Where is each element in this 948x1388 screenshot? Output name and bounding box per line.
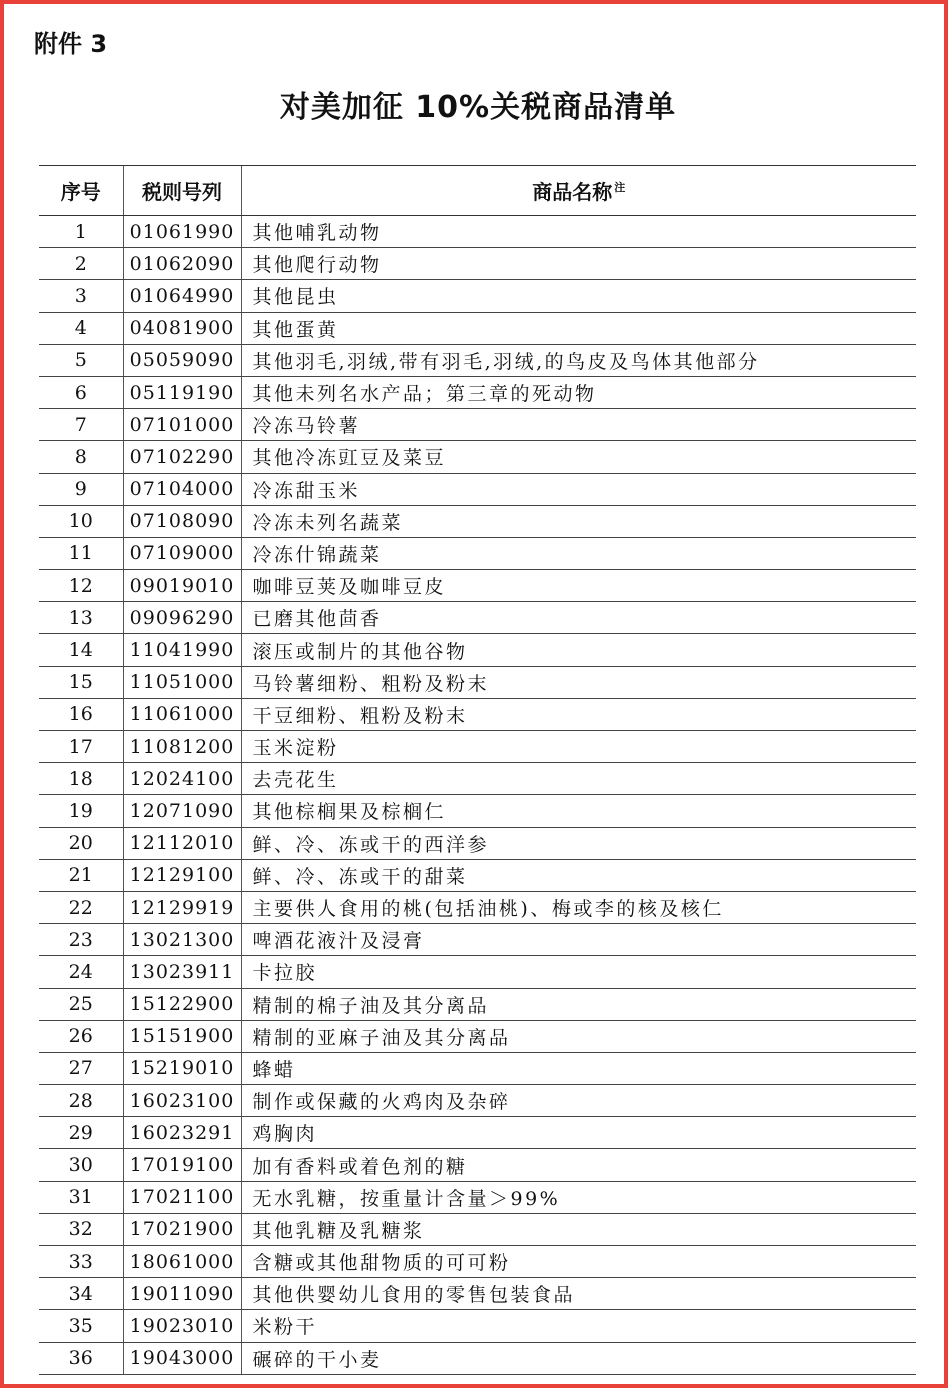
row-serial-number: 12 [39, 570, 123, 602]
row-tariff-code: 01061990 [123, 216, 241, 248]
row-serial-number: 23 [39, 924, 123, 956]
row-serial-number: 35 [39, 1310, 123, 1342]
row-serial-number: 8 [39, 441, 123, 473]
row-serial-number: 19 [39, 795, 123, 827]
row-tariff-code: 12129100 [123, 859, 241, 891]
row-tariff-code: 01064990 [123, 280, 241, 312]
row-tariff-code: 13023911 [123, 956, 241, 988]
row-product-name: 冷冻甜玉米 [241, 473, 916, 505]
table-row [39, 634, 916, 666]
row-tariff-code: 11051000 [123, 666, 241, 698]
row-tariff-code: 19011090 [123, 1278, 241, 1310]
row-tariff-code: 15219010 [123, 1052, 241, 1084]
table-row [39, 1085, 916, 1117]
table-row [39, 924, 916, 956]
row-product-name: 其他棕榈果及棕榈仁 [241, 795, 916, 827]
row-product-name: 去壳花生 [241, 763, 916, 795]
row-serial-number: 21 [39, 859, 123, 891]
table-row [39, 409, 916, 441]
row-product-name: 精制的棉子油及其分离品 [241, 988, 916, 1020]
row-product-name: 马铃薯细粉、粗粉及粉末 [241, 666, 916, 698]
row-product-name: 其他冷冻豇豆及菜豆 [241, 441, 916, 473]
row-serial-number: 16 [39, 698, 123, 730]
row-serial-number: 15 [39, 666, 123, 698]
row-tariff-code: 11041990 [123, 634, 241, 666]
row-serial-number: 36 [39, 1342, 123, 1374]
table-row [39, 763, 916, 795]
row-serial-number: 18 [39, 763, 123, 795]
row-product-name: 其他羽毛,羽绒,带有羽毛,羽绒,的鸟皮及鸟体其他部分 [241, 344, 916, 376]
row-product-name: 鲜、冷、冻或干的西洋参 [241, 827, 916, 859]
row-serial-number: 25 [39, 988, 123, 1020]
row-product-name: 鸡胸肉 [241, 1117, 916, 1149]
row-product-name: 冷冻未列名蔬菜 [241, 505, 916, 537]
row-tariff-code: 09019010 [123, 570, 241, 602]
row-serial-number: 33 [39, 1246, 123, 1278]
table-row [39, 1149, 916, 1181]
row-serial-number: 13 [39, 602, 123, 634]
row-product-name: 制作或保藏的火鸡肉及杂碎 [241, 1085, 916, 1117]
header-serial-number: 序号 [39, 166, 123, 216]
header-product-name [241, 166, 916, 216]
row-product-name: 主要供人食用的桃(包括油桃)、梅或李的核及核仁 [241, 891, 916, 923]
table-row [39, 891, 916, 923]
row-tariff-code: 17021900 [123, 1213, 241, 1245]
row-serial-number: 3 [39, 280, 123, 312]
table-row [39, 1342, 916, 1374]
table-row [39, 1020, 916, 1052]
table-row [39, 859, 916, 891]
row-tariff-code: 18061000 [123, 1246, 241, 1278]
row-tariff-code: 16023291 [123, 1117, 241, 1149]
row-tariff-code: 15151900 [123, 1020, 241, 1052]
row-serial-number: 14 [39, 634, 123, 666]
row-product-name: 其他供婴幼儿食用的零售包装食品 [241, 1278, 916, 1310]
row-tariff-code: 07109000 [123, 537, 241, 569]
table-header-row [39, 166, 916, 216]
table-row [39, 1246, 916, 1278]
row-serial-number: 1 [39, 216, 123, 248]
row-product-name: 滚压或制片的其他谷物 [241, 634, 916, 666]
row-tariff-code: 11061000 [123, 698, 241, 730]
row-tariff-code: 07102290 [123, 441, 241, 473]
table-row [39, 1278, 916, 1310]
row-tariff-code: 01062090 [123, 248, 241, 280]
row-tariff-code: 05059090 [123, 344, 241, 376]
row-serial-number: 4 [39, 312, 123, 344]
row-product-name: 其他昆虫 [241, 280, 916, 312]
row-tariff-code: 12129919 [123, 891, 241, 923]
table-row [39, 1052, 916, 1084]
row-tariff-code: 19023010 [123, 1310, 241, 1342]
row-product-name: 其他爬行动物 [241, 248, 916, 280]
row-serial-number: 7 [39, 409, 123, 441]
row-product-name: 米粉干 [241, 1310, 916, 1342]
row-product-name: 冷冻什锦蔬菜 [241, 537, 916, 569]
row-serial-number: 11 [39, 537, 123, 569]
table-row [39, 344, 916, 376]
table-row [39, 666, 916, 698]
row-serial-number: 10 [39, 505, 123, 537]
document-title: 对美加征 10%关税商品清单 [279, 90, 677, 125]
row-product-name: 卡拉胶 [241, 956, 916, 988]
table-row [39, 795, 916, 827]
row-serial-number: 17 [39, 731, 123, 763]
table-row [39, 827, 916, 859]
table-row [39, 473, 916, 505]
row-tariff-code: 12024100 [123, 763, 241, 795]
row-tariff-code: 11081200 [123, 731, 241, 763]
row-product-name: 精制的亚麻子油及其分离品 [241, 1020, 916, 1052]
row-product-name: 啤酒花液汁及浸膏 [241, 924, 916, 956]
row-serial-number: 26 [39, 1020, 123, 1052]
row-product-name: 其他蛋黄 [241, 312, 916, 344]
row-serial-number: 34 [39, 1278, 123, 1310]
header-note-marker: 注 [614, 181, 626, 194]
table-row [39, 1213, 916, 1245]
table-row [39, 1181, 916, 1213]
table-body [39, 216, 916, 1375]
row-tariff-code: 17019100 [123, 1149, 241, 1181]
row-serial-number: 24 [39, 956, 123, 988]
row-serial-number: 32 [39, 1213, 123, 1245]
table-row [39, 248, 916, 280]
row-product-name: 干豆细粉、粗粉及粉末 [241, 698, 916, 730]
tariff-list-table [39, 165, 916, 1375]
table-row [39, 537, 916, 569]
row-tariff-code: 12071090 [123, 795, 241, 827]
row-product-name: 加有香料或着色剂的糖 [241, 1149, 916, 1181]
row-serial-number: 5 [39, 344, 123, 376]
row-serial-number: 28 [39, 1085, 123, 1117]
row-serial-number: 29 [39, 1117, 123, 1149]
row-product-name: 含糖或其他甜物质的可可粉 [241, 1246, 916, 1278]
attachment-label: 附件 3 [34, 30, 108, 58]
row-serial-number: 22 [39, 891, 123, 923]
row-tariff-code: 04081900 [123, 312, 241, 344]
row-product-name: 其他乳糖及乳糖浆 [241, 1213, 916, 1245]
row-product-name: 蜂蜡 [241, 1052, 916, 1084]
table-row [39, 216, 916, 248]
row-tariff-code: 07104000 [123, 473, 241, 505]
row-tariff-code: 07108090 [123, 505, 241, 537]
row-product-name: 冷冻马铃薯 [241, 409, 916, 441]
row-tariff-code: 15122900 [123, 988, 241, 1020]
row-serial-number: 9 [39, 473, 123, 505]
row-tariff-code: 16023100 [123, 1085, 241, 1117]
table-row [39, 698, 916, 730]
table-row [39, 376, 916, 408]
table-row [39, 731, 916, 763]
row-tariff-code: 19043000 [123, 1342, 241, 1374]
row-tariff-code: 17021100 [123, 1181, 241, 1213]
row-tariff-code: 07101000 [123, 409, 241, 441]
row-product-name: 咖啡豆荚及咖啡豆皮 [241, 570, 916, 602]
table-row [39, 956, 916, 988]
header-product-name-label: 商品名称 [532, 180, 613, 204]
table-row [39, 988, 916, 1020]
row-product-name: 已磨其他茴香 [241, 602, 916, 634]
row-product-name: 玉米淀粉 [241, 731, 916, 763]
table-row [39, 570, 916, 602]
table-row [39, 1117, 916, 1149]
row-serial-number: 6 [39, 376, 123, 408]
row-product-name: 其他哺乳动物 [241, 216, 916, 248]
row-tariff-code: 12112010 [123, 827, 241, 859]
table-row [39, 312, 916, 344]
row-serial-number: 20 [39, 827, 123, 859]
table-row [39, 280, 916, 312]
row-serial-number: 27 [39, 1052, 123, 1084]
row-product-name: 碾碎的干小麦 [241, 1342, 916, 1374]
row-tariff-code: 05119190 [123, 376, 241, 408]
row-serial-number: 31 [39, 1181, 123, 1213]
row-tariff-code: 13021300 [123, 924, 241, 956]
table-row [39, 505, 916, 537]
row-serial-number: 2 [39, 248, 123, 280]
table-row [39, 1310, 916, 1342]
table-row [39, 441, 916, 473]
row-serial-number: 30 [39, 1149, 123, 1181]
row-tariff-code: 09096290 [123, 602, 241, 634]
table-row [39, 602, 916, 634]
row-product-name: 其他未列名水产品；第三章的死动物 [241, 376, 916, 408]
header-tariff-code: 税则号列 [123, 166, 241, 216]
row-product-name: 无水乳糖，按重量计含量＞99% [241, 1181, 916, 1213]
row-product-name: 鲜、冷、冻或干的甜菜 [241, 859, 916, 891]
